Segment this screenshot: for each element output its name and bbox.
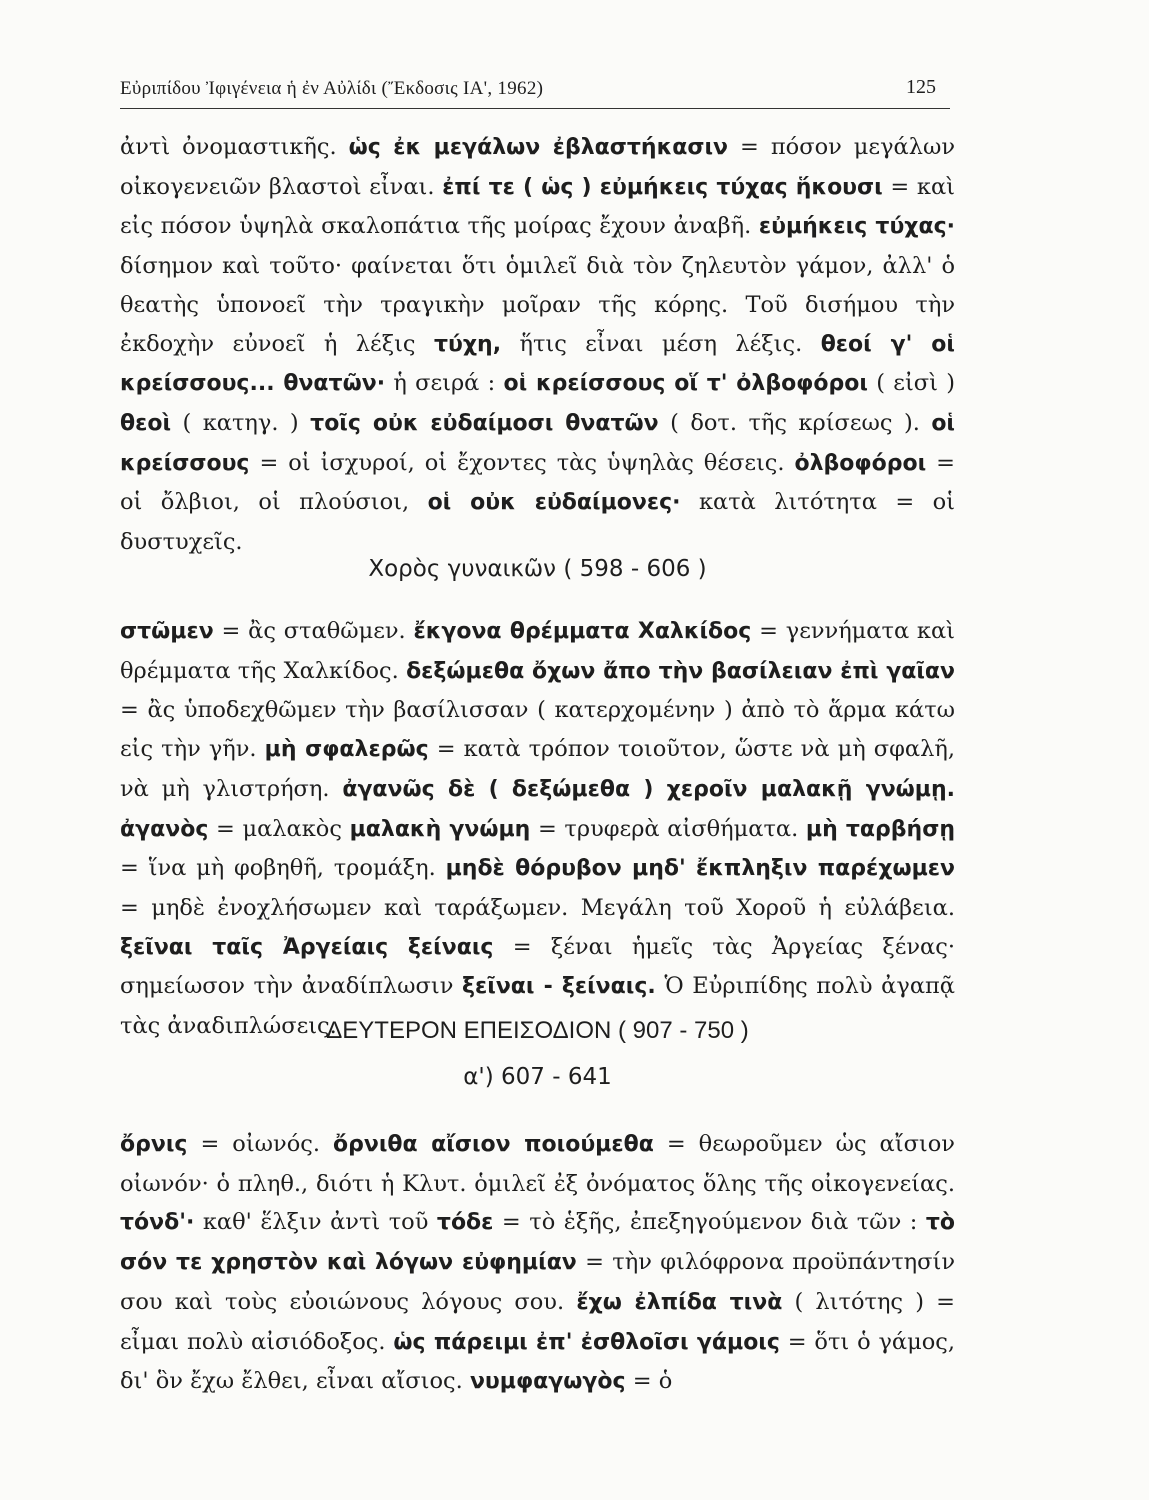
gloss-text: ( λιτότης ) = εἶμαι πολὺ αἰσιόδοξος.	[120, 1288, 955, 1355]
gloss-text: ἥτις εἶναι μέση λέξις.	[501, 330, 821, 357]
gloss-text: = τὴν φιλόφρονα προϋπάντησίν σου καὶ τοὺς εὐοιώνους λόγους σου.	[120, 1249, 955, 1315]
lemma-term: στῶμεν	[120, 619, 214, 644]
lemma-term: τὸ σόν τε χρηστὸν καὶ λόγων εὐφημίαν	[120, 1210, 955, 1276]
gloss-text: κατὰ λιτότητα = οἱ δυστυχεῖς.	[120, 489, 955, 556]
lemma-term: νυμφαγωγὸς	[469, 1369, 626, 1395]
section-heading-chorus: Χορὸς γυναικῶν ( 598 - 606 )	[368, 556, 707, 582]
gloss-text: = ξέναι ἡμεῖς τὰς Ἀργείας ξένας· σημείωσον τὴν ἀναδίπλωσιν	[120, 933, 955, 1000]
gloss-text: = τὸ ἑξῆς, ἐπεξηγούμενον διὰ τῶν :	[493, 1209, 926, 1236]
lemma-term: μηδὲ θόρυβον μηδ' ἔκπληξιν παρέχωμεν	[445, 856, 955, 882]
lemma-term: τόνδ'·	[120, 1210, 195, 1236]
gloss-text: = οἱ ἰσχυροί, οἱ ἔχοντες τὰς ὑψηλὰς θέσεις.	[249, 449, 795, 476]
lemma-term: ξεῖναι ταῖς Ἀργείαις ξείναις	[120, 934, 494, 960]
lemma-term: ἔκγονα θρέμματα Χαλκίδος	[413, 619, 752, 644]
lemma-term: ἐπί τε ( ὡς ) εὐμήκεις τύχας ἥκουσι	[442, 174, 883, 200]
lemma-term: ἀγανὸς	[120, 816, 209, 842]
gloss-text: ( εἰσὶ )	[867, 370, 956, 397]
commentary-paragraph-2	[120, 612, 955, 1046]
lemma-term: μὴ ταρβήσῃ	[805, 816, 955, 842]
lemma-term: μαλακὴ γνώμη	[349, 816, 531, 842]
lemma-term: θεοί γ' οἱ κρείσσους... θνατῶν·	[120, 331, 955, 397]
lemma-term: μὴ σφαλερῶς	[264, 737, 429, 763]
lemma-term: τοῖς οὐκ εὐδαίμοσι θνατῶν	[310, 410, 659, 436]
commentary-paragraph-3	[120, 1125, 955, 1402]
lemma-term: ὄρνιθα αἴσιον ποιούμεθα	[332, 1132, 654, 1157]
gloss-text: = οἱ ὄλβιοι, οἱ πλούσιοι,	[120, 449, 955, 516]
subsection-heading: α') 607 - 641	[463, 1064, 612, 1090]
gloss-text: = ὁ	[625, 1368, 673, 1395]
episode-heading: ΔΕΥΤΕΡΟΝ ΕΠΕΙΣΟΔΙΟΝ ( 907 - 750 )	[326, 1017, 749, 1044]
running-header	[120, 72, 950, 109]
gloss-text: Ὁ Εὐριπίδης πολὺ ἀγαπᾷ τὰς ἀναδιπλώσεις.	[120, 973, 955, 1040]
lemma-term: τύχη,	[433, 331, 502, 357]
gloss-text: = ἵνα μὴ φοβηθῆ, τρομάξη.	[120, 855, 446, 882]
gloss-text: ( δοτ. τῆς κρίσεως ).	[658, 409, 932, 436]
gloss-text: = πόσον μεγάλων οἰκογενειῶν βλαστοὶ εἶναι.	[120, 134, 955, 200]
gloss-text: = ὅτι ὁ γάμος, δι' ὃν ἔχω ἔλθει, εἶναι αἴσιος.	[120, 1328, 956, 1395]
gloss-text: = ἂς σταθῶμεν.	[213, 618, 414, 644]
gloss-text: = καὶ εἰς πόσον ὑψηλὰ σκαλοπάτια τῆς μοίρας ἔχουν ἀναβῆ.	[120, 173, 955, 240]
lemma-term: ὄρνις	[120, 1132, 188, 1157]
lemma-term: δεξώμεθα ὄχων ἄπο τὴν βασίλειαν ἐπὶ γαῖαν	[406, 658, 955, 684]
gloss-text: ( κατηγ. )	[171, 409, 311, 436]
book-title: Εὐριπίδου Ἰφιγένεια ἡ ἐν Αὐλίδι (Ἔκδοσις ΙΑ', 1962)	[120, 78, 544, 99]
gloss-text: = κατὰ τρόπον τοιοῦτον, ὥστε νὰ μὴ σφαλῆ, νὰ μὴ γλιστρήση.	[120, 736, 955, 802]
gloss-text: καθ' ἕλξιν ἀντὶ τοῦ	[194, 1209, 437, 1236]
gloss-text: = ἂς ὑποδεχθῶμεν τὴν βασίλισσαν ( κατερχομένην ) ἀπὸ τὸ ἅρμα κάτω εἰς τὴν γῆν.	[120, 697, 955, 763]
lemma-term: ὡς ἐκ μεγάλων ἐβλαστήκασιν	[348, 135, 729, 160]
lemma-term: ὀλβοφόροι	[794, 450, 927, 476]
lemma-term: οἱ οὐκ εὐδαίμονες·	[427, 490, 681, 516]
gloss-text: = γεννήματα καὶ θρέμματα τῆς Χαλκίδος.	[120, 618, 955, 684]
lemma-term: οἱ κρείσσους οἵ τ' ὀλβοφόροι	[503, 371, 868, 397]
page-number: 125	[906, 76, 936, 98]
lemma-term: εὐμήκεις τύχας·	[758, 214, 955, 240]
gloss-text: = μηδὲ ἐνοχλήσωμεν καὶ ταράξωμεν. Μεγάλη τοῦ Χοροῦ ἡ εὐλάβεια.	[120, 894, 955, 921]
gloss-text: ἡ σειρά :	[385, 370, 504, 397]
gloss-text: = οἰωνός.	[187, 1131, 333, 1157]
gloss-text: = μαλακὸς	[208, 815, 350, 842]
lemma-term: τόδε	[436, 1210, 494, 1236]
lemma-term: ξεῖναι - ξείναις.	[462, 974, 656, 1000]
lemma-term: θεοὶ	[120, 410, 172, 436]
lemma-term: οἱ κρείσσους	[120, 410, 955, 476]
commentary-paragraph-1	[120, 128, 955, 562]
lemma-term: ὡς πάρειμι ἐπ' ἐσθλοῖσι γάμοις	[393, 1329, 780, 1355]
gloss-text: δίσημον καὶ τοῦτο· φαίνεται ὅτι ὁμιλεῖ διὰ τὸν ζηλευτὸν γάμον, ἀλλ' ὁ θεατὴς ὑπονοεῖ τὴν τραγικὴν μοῖραν τῆς κόρης. Τοῦ δισήμου τὴν ἐκδοχὴν εὐνοεῖ ἡ λέξις	[120, 253, 955, 357]
gloss-text: = τρυφερὰ αἰσθήματα.	[530, 815, 806, 842]
lemma-term: ἀγανῶς δὲ ( δεξώμεθα ) χεροῖν μαλακῇ γνώμῃ.	[342, 776, 956, 802]
gloss-text: ἀντὶ ὀνομαστικῆς.	[120, 134, 349, 160]
gloss-text: = θεωροῦμεν ὡς αἴσιον οἰωνόν· ὁ πληθ., διότι ἡ Κλυτ. ὁμιλεῖ ἐξ ὀνόματος ὅλης τῆς οἰκογενείας.	[120, 1131, 955, 1197]
lemma-term: ἔχω ἐλπίδα τινὰ	[576, 1289, 783, 1315]
